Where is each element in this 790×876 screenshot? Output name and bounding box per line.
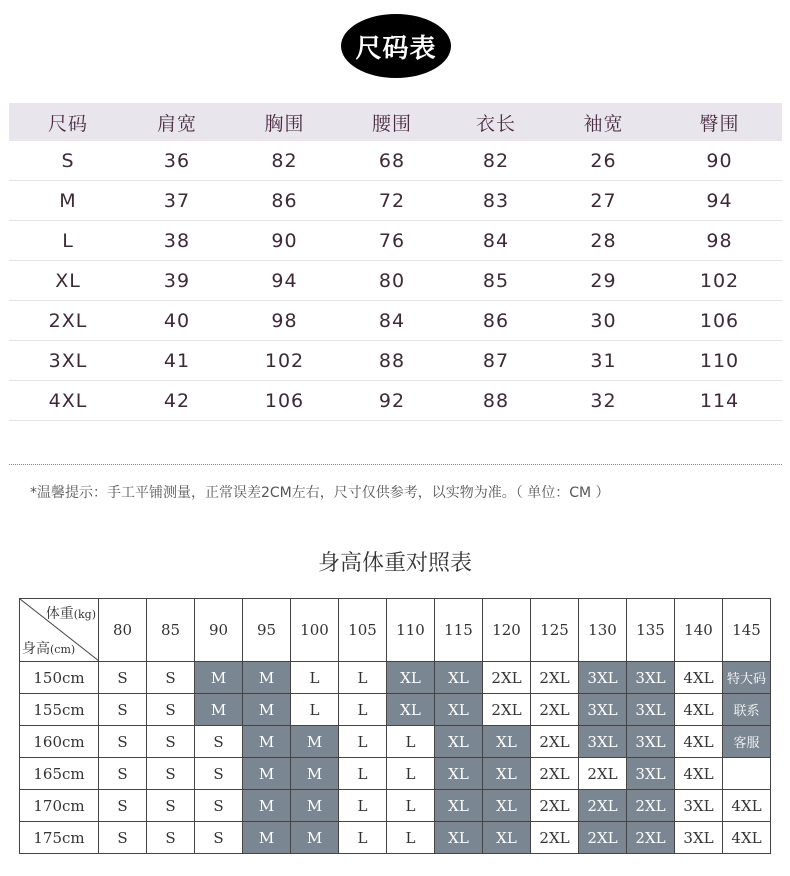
hw-row [20,694,771,726]
size-recommendation-cell: 3XL [579,726,627,758]
size-recommendation-cell: 2XL [531,758,579,790]
size-row [9,381,782,421]
size-recommendation-cell: 2XL [483,662,531,694]
size-recommendation-cell: 3XL [579,662,627,694]
hw-row [20,758,771,790]
size-cell: 98 [271,309,298,332]
size-recommendation-cell: M [243,726,291,758]
size-recommendation-cell: 2XL [627,822,675,854]
size-cell: 84 [482,229,510,252]
size-recommendation-cell: 客服 [723,726,771,758]
size-cell: S [61,149,75,172]
height-cell: 150cm [20,662,99,694]
size-recommendation-cell: L [339,694,387,726]
size-recommendation-cell: XL [387,662,435,694]
size-recommendation-cell: XL [435,694,483,726]
weight-header-cell: 100 [291,599,339,662]
size-table [9,103,782,421]
size-recommendation-cell: XL [435,726,483,758]
size-cell: 2XL [48,309,88,332]
size-chart-badge [341,14,451,78]
weight-header-cell: 95 [243,599,291,662]
height-cell: 155cm [20,694,99,726]
weight-header-cell: 135 [627,599,675,662]
size-recommendation-cell: 2XL [627,790,675,822]
size-recommendation-cell: M [291,758,339,790]
size-row [9,221,782,261]
hw-row [20,822,771,854]
weight-header-cell: 145 [723,599,771,662]
size-cell: 68 [378,149,406,172]
header-size: 尺码 [47,112,88,135]
size-recommendation-cell: S [147,694,195,726]
size-recommendation-cell: 2XL [531,790,579,822]
header-shoulder: 肩宽 [156,112,197,135]
size-recommendation-cell: XL [483,726,531,758]
badge-title: 尺码表 [355,33,437,64]
size-cell: 31 [590,349,617,372]
size-recommendation-cell: 联系 [723,694,771,726]
size-recommendation-cell: L [339,790,387,822]
size-recommendation-cell: S [99,694,147,726]
size-recommendation-cell: 2XL [579,822,627,854]
size-cell: 27 [590,189,617,212]
size-cell: 106 [699,309,740,332]
weight-header-cell: 105 [339,599,387,662]
size-cell: 88 [482,389,510,412]
height-cell: 165cm [20,758,99,790]
size-cell: 29 [590,269,617,292]
size-recommendation-cell: M [291,822,339,854]
size-recommendation-cell: S [147,726,195,758]
size-cell: 86 [271,189,298,212]
size-cell: 38 [163,229,191,252]
size-recommendation-cell: 2XL [531,662,579,694]
size-recommendation-cell: 2XL [531,694,579,726]
height-cell: 175cm [20,822,99,854]
size-row [9,141,782,181]
size-cell: 94 [706,189,733,212]
size-recommendation-cell: 3XL [675,822,723,854]
size-recommendation-cell: S [195,758,243,790]
size-cell: M [59,189,77,212]
size-recommendation-cell: L [291,662,339,694]
size-recommendation-cell: 特大码 [723,662,771,694]
size-recommendation-cell: 4XL [675,758,723,790]
size-recommendation-cell: L [339,822,387,854]
size-recommendation-cell: XL [435,758,483,790]
size-table-body [9,141,782,421]
size-recommendation-cell: 2XL [579,790,627,822]
size-cell: 30 [590,309,617,332]
height-axis-label: 身高(cm) [22,641,76,657]
hw-header-row [20,599,771,662]
size-table-header [9,103,782,141]
size-recommendation-cell: 3XL [627,694,675,726]
height-weight-table [19,598,771,854]
size-recommendation-cell: 3XL [627,662,675,694]
size-recommendation-cell: S [99,662,147,694]
weight-header-cell: 80 [99,599,147,662]
weight-header-cell: 140 [675,599,723,662]
weight-header-cell: 120 [483,599,531,662]
size-cell: 4XL [48,389,88,412]
size-cell: 102 [264,349,305,372]
size-recommendation-cell: S [195,790,243,822]
size-recommendation-cell: 4XL [675,662,723,694]
size-recommendation-cell: M [243,694,291,726]
size-recommendation-cell: S [99,822,147,854]
height-cell: 170cm [20,790,99,822]
size-recommendation-cell: S [195,822,243,854]
dotted-divider [9,464,782,465]
weight-header-cell: 90 [195,599,243,662]
size-recommendation-cell: 4XL [675,726,723,758]
size-recommendation-cell: L [291,694,339,726]
size-recommendation-cell: S [147,758,195,790]
size-cell: 40 [163,309,191,332]
weight-axis-label: 体重(kg) [45,606,96,622]
size-recommendation-cell: 3XL [627,758,675,790]
size-recommendation-cell: S [147,790,195,822]
weight-header-cell: 125 [531,599,579,662]
size-recommendation-cell: 4XL [675,694,723,726]
size-cell: 39 [163,269,191,292]
size-cell: XL [55,269,81,292]
size-cell: 87 [482,349,510,372]
size-recommendation-cell: 3XL [579,694,627,726]
size-recommendation-cell: XL [483,790,531,822]
hw-row [20,662,771,694]
size-cell: 84 [378,309,406,332]
size-recommendation-cell: 3XL [675,790,723,822]
hw-row [20,790,771,822]
header-chest: 胸围 [264,112,305,135]
size-recommendation-cell: 2XL [531,822,579,854]
size-recommendation-cell: 4XL [723,790,771,822]
size-cell: 82 [271,149,298,172]
size-recommendation-cell: S [99,726,147,758]
header-sleeve: 袖宽 [583,112,624,135]
size-recommendation-cell: S [99,790,147,822]
size-row [9,341,782,381]
size-recommendation-cell: L [387,726,435,758]
size-cell: 90 [706,149,733,172]
size-recommendation-cell: M [243,758,291,790]
weight-header-cell: 130 [579,599,627,662]
size-cell: 26 [590,149,617,172]
header-hip: 臀围 [699,112,740,135]
size-recommendation-cell: 2XL [579,758,627,790]
size-row [9,261,782,301]
header-waist: 腰围 [371,112,412,135]
size-recommendation-cell: S [147,822,195,854]
size-recommendation-cell: 2XL [531,726,579,758]
measurement-note: *温馨提示：手工平铺测量，正常误差2CM左右，尺寸仅供参考，以实物为准。（ 单位：CM ） [30,485,610,501]
size-recommendation-cell: S [195,726,243,758]
size-recommendation-cell: M [243,790,291,822]
size-cell: 92 [378,389,406,412]
size-cell: 90 [271,229,298,252]
size-cell: 86 [482,309,510,332]
size-recommendation-cell: M [291,790,339,822]
hw-chart-title: 身高体重对照表 [317,551,472,576]
size-cell: 80 [378,269,406,292]
size-recommendation-cell: M [243,662,291,694]
size-cell: 76 [378,229,406,252]
size-recommendation-cell: M [291,726,339,758]
size-cell: 42 [163,389,191,412]
size-recommendation-cell: XL [483,822,531,854]
hw-corner-cell [20,599,99,662]
size-cell: 72 [378,189,406,212]
size-recommendation-cell: XL [435,822,483,854]
size-recommendation-cell [723,758,771,790]
size-recommendation-cell: M [195,662,243,694]
size-recommendation-cell: M [195,694,243,726]
size-recommendation-cell: XL [435,790,483,822]
size-cell: 98 [706,229,733,252]
size-cell: 3XL [48,349,88,372]
size-cell: 88 [378,349,406,372]
weight-header-cell: 115 [435,599,483,662]
size-recommendation-cell: L [339,726,387,758]
size-cell: 28 [590,229,617,252]
size-cell: 36 [163,149,191,172]
size-recommendation-cell: L [387,758,435,790]
size-recommendation-cell: 4XL [723,822,771,854]
size-cell: 82 [482,149,510,172]
size-recommendation-cell: S [99,758,147,790]
size-recommendation-cell: L [387,822,435,854]
size-recommendation-cell: XL [387,694,435,726]
size-cell: 106 [264,389,305,412]
size-row [9,301,782,341]
header-length: 衣长 [475,112,516,135]
size-cell: 41 [163,349,191,372]
size-cell: 94 [271,269,298,292]
weight-header-cell: 85 [147,599,195,662]
size-recommendation-cell: L [339,758,387,790]
size-recommendation-cell: S [147,662,195,694]
size-recommendation-cell: L [339,662,387,694]
size-cell: L [62,229,74,252]
size-cell: 83 [482,189,510,212]
size-recommendation-cell: L [387,790,435,822]
size-cell: 110 [699,349,740,372]
size-cell: 102 [699,269,740,292]
height-cell: 160cm [20,726,99,758]
size-row [9,181,782,221]
size-recommendation-cell: XL [435,662,483,694]
size-recommendation-cell: 2XL [483,694,531,726]
weight-header-cell: 110 [387,599,435,662]
size-cell: 37 [163,189,191,212]
size-cell: 32 [590,389,617,412]
size-recommendation-cell: M [243,822,291,854]
size-cell: 114 [699,389,740,412]
size-recommendation-cell: XL [483,758,531,790]
size-cell: 85 [482,269,510,292]
size-recommendation-cell: 3XL [627,726,675,758]
hw-row [20,726,771,758]
